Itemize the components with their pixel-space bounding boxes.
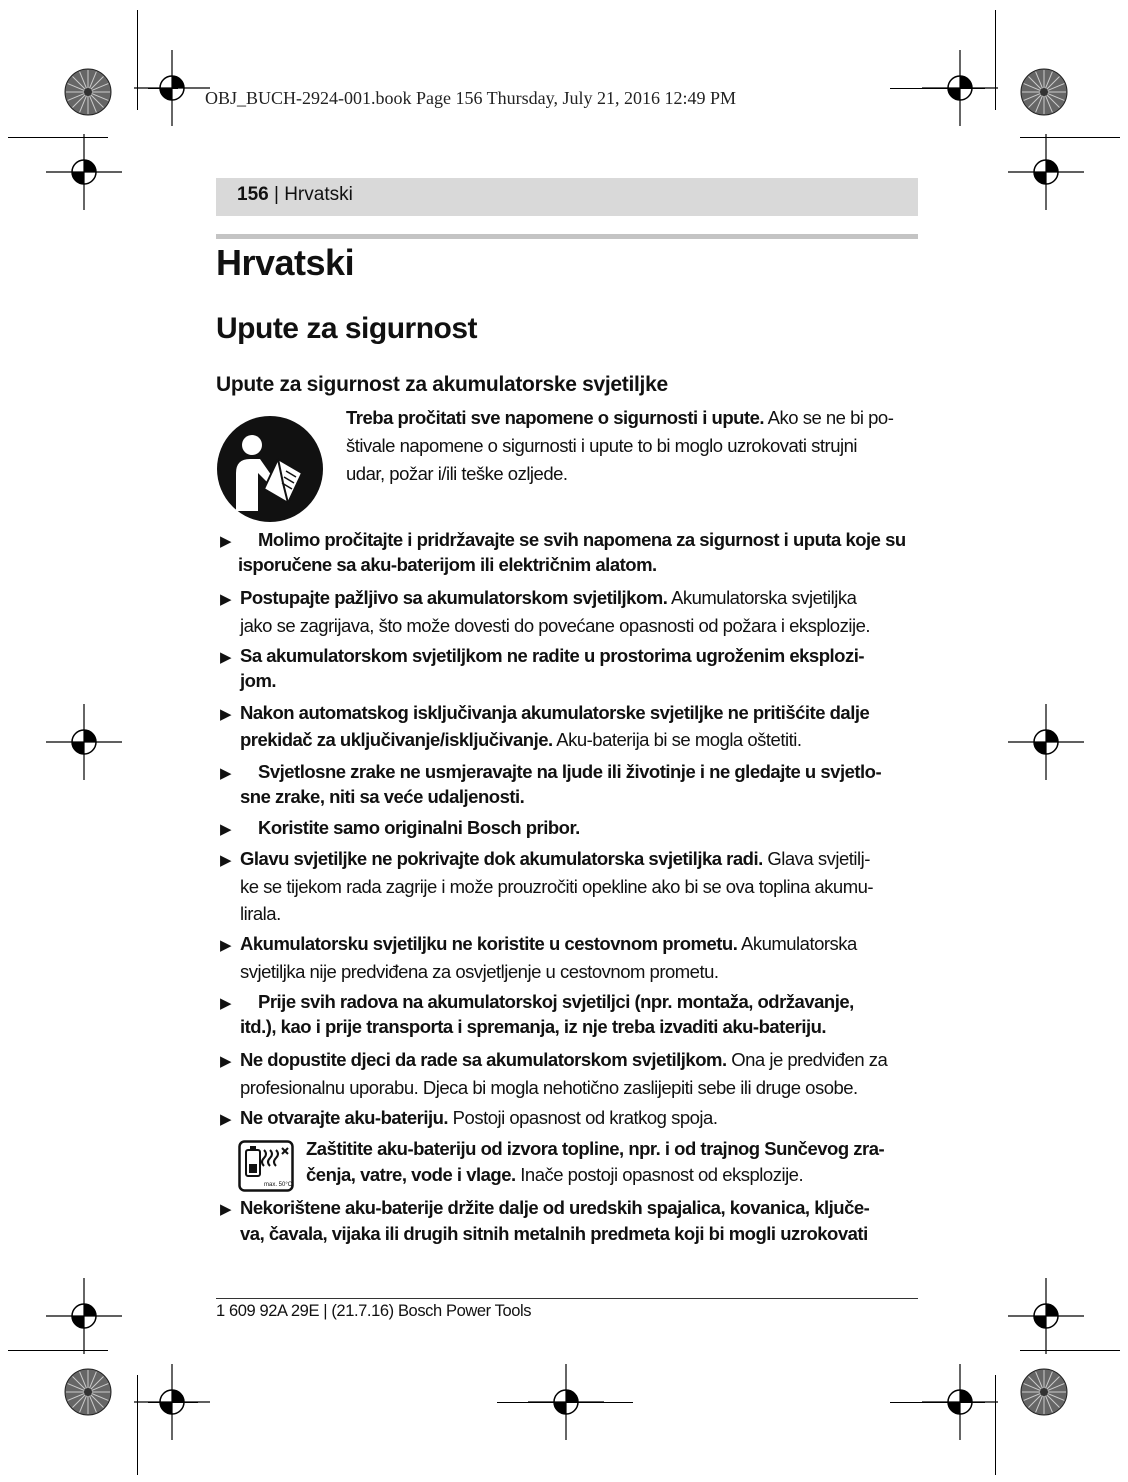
item-text: va, čavala, vijaka ili drugih sitnih metalnih predmeta koji bi mogli uzrokovati bbox=[240, 1223, 868, 1244]
item-11-line-1 bbox=[240, 1104, 717, 1132]
header-separator: | bbox=[268, 184, 285, 205]
crosshair-mark bbox=[46, 704, 122, 780]
item-9-line-1 bbox=[258, 988, 854, 1016]
item-text: Svjetlosne zrake ne usmjeravajte na ljude ili životinje i ne gledajte u svjetlo- bbox=[258, 761, 882, 782]
item-text: Ona je predviđen za bbox=[726, 1049, 888, 1070]
crosshair-mark bbox=[1008, 1278, 1084, 1354]
bullet-icon: ▶ bbox=[220, 1111, 232, 1128]
item-3-line-2 bbox=[240, 667, 276, 695]
page-number: 156 bbox=[237, 184, 269, 205]
read-manual-icon bbox=[216, 415, 324, 523]
crosshair-mark bbox=[922, 50, 998, 126]
bullet-icon: ▶ bbox=[220, 995, 232, 1012]
item-text: Inače postoji opasnost od eksplozije. bbox=[515, 1164, 804, 1185]
header-rule bbox=[216, 234, 918, 239]
item-10-line-1 bbox=[240, 1046, 887, 1074]
item-5-line-2 bbox=[240, 783, 524, 811]
subsection-title: Upute za sigurnost za akumulatorske svjetiljke bbox=[216, 373, 668, 396]
item-bold: Ne dopustite djeci da rade sa akumulatorskom svjetiljkom. bbox=[240, 1049, 727, 1070]
bullet-icon: ▶ bbox=[220, 765, 232, 782]
item-text: itd.), kao i prije transporta i spremanja, iz nje treba izvaditi aku-bateriju. bbox=[240, 1016, 827, 1037]
intro-line-3: udar, požar i/ili teške ozljede. bbox=[346, 463, 568, 484]
star-target-icon bbox=[65, 1369, 111, 1415]
item-7-line-3: lirala. bbox=[240, 903, 281, 924]
item-text: isporučene sa aku-baterijom ili električnim alatom. bbox=[238, 554, 657, 575]
bullet-icon: ▶ bbox=[220, 649, 232, 666]
item-bold: Ne otvarajte aku-bateriju. bbox=[240, 1107, 449, 1128]
item-text: Akumulatorska svjetiljka bbox=[667, 587, 857, 608]
item-text: Aku-baterija bi se mogla oštetiti. bbox=[552, 729, 802, 750]
intro-line-1 bbox=[346, 404, 893, 432]
item-8-line-1 bbox=[240, 930, 857, 958]
crosshair-mark bbox=[1008, 134, 1084, 210]
star-target-icon bbox=[1021, 69, 1067, 115]
item-text: jom. bbox=[240, 670, 277, 691]
footer-rule bbox=[216, 1298, 918, 1299]
item-text: Postoji opasnost od kratkog spoja. bbox=[448, 1107, 718, 1128]
page-footer: 1 609 92A 29E | (21.7.16) Bosch Power Tools bbox=[216, 1302, 532, 1320]
item-text: Molimo pročitajte i pridržavajte se svih napomena za sigurnost i uputa koje su bbox=[258, 529, 906, 550]
heat-line-1 bbox=[306, 1135, 884, 1163]
item-4-line-2 bbox=[240, 726, 801, 754]
item-7-line-2: ke se tijekom rada zagrije i može prouzročiti opekline ako bi se ova toplina akumu- bbox=[240, 876, 874, 897]
item-text: Glava svjetilj- bbox=[762, 848, 870, 869]
crosshair-mark bbox=[528, 1364, 604, 1440]
item-text: Zaštitite aku-bateriju od izvora topline, npr. i od trajnog Sunčevog zra- bbox=[306, 1138, 885, 1159]
crosshair-mark bbox=[134, 1364, 210, 1440]
item-2-line-2: jako se zagrijava, što može dovesti do povećane opasnosti od požara i eksplozije. bbox=[240, 615, 870, 636]
item-7-line-1 bbox=[240, 845, 870, 873]
bullet-icon: ▶ bbox=[220, 591, 232, 608]
crosshair-mark bbox=[134, 50, 210, 126]
intro-line-2: štivale napomene o sigurnosti i upute to bi moglo uzrokovati strujni bbox=[346, 435, 858, 456]
star-target-icon bbox=[65, 69, 111, 115]
item-bold: prekidač za uključivanje/isključivanje. bbox=[240, 729, 553, 750]
print-slug: OBJ_BUCH-2924-001.book Page 156 Thursday, July 21, 2016 12:49 PM bbox=[205, 88, 737, 108]
bullet-icon: ▶ bbox=[220, 533, 232, 550]
item-4-line-1 bbox=[240, 699, 869, 727]
page-title: Hrvatski bbox=[216, 242, 355, 283]
intro-rest: Ako se ne bi po- bbox=[764, 407, 894, 428]
star-target-icon bbox=[1021, 1369, 1067, 1415]
crosshair-mark bbox=[1008, 704, 1084, 780]
bullet-icon: ▶ bbox=[220, 1053, 232, 1070]
header-section: Hrvatski bbox=[284, 184, 353, 205]
bullet-icon: ▶ bbox=[220, 706, 232, 723]
item-2-line-1 bbox=[240, 584, 856, 612]
item-bold: Glavu svjetiljke ne pokrivajte dok akumulatorska svjetiljka radi. bbox=[240, 848, 763, 869]
crosshair-mark bbox=[46, 134, 122, 210]
item-1-line-2 bbox=[238, 551, 657, 579]
heat-label: max. 50°C bbox=[264, 1182, 293, 1188]
page-header bbox=[237, 184, 353, 206]
item-bold: Postupajte pažljivo sa akumulatorskom svjetiljkom. bbox=[240, 587, 668, 608]
item-10-line-2: profesionalnu uporabu. Djeca bi mogla nehotično zaslijepiti sebe ili druge osobe. bbox=[240, 1077, 858, 1098]
crosshair-mark bbox=[46, 1278, 122, 1354]
item-5-line-1 bbox=[258, 758, 881, 786]
item-12-line-1 bbox=[240, 1194, 869, 1222]
bullet-icon: ▶ bbox=[220, 1201, 232, 1218]
item-6-line-1 bbox=[258, 814, 580, 842]
item-8-line-2: svjetiljka nije predviđena za osvjetljenje u cestovnom prometu. bbox=[240, 961, 719, 982]
heat-warning-icon bbox=[238, 1140, 294, 1192]
item-text: Nekorištene aku-baterije držite dalje od uredskih spajalica, kovanica, ključe- bbox=[240, 1197, 870, 1218]
item-1-line-1 bbox=[258, 526, 906, 554]
item-text: Koristite samo originalni Bosch pribor. bbox=[258, 817, 580, 838]
item-12-line-2 bbox=[240, 1220, 868, 1248]
item-text: sne zrake, niti sa veće udaljenosti. bbox=[240, 786, 525, 807]
section-title: Upute za sigurnost bbox=[216, 312, 478, 345]
bullet-icon: ▶ bbox=[220, 937, 232, 954]
item-bold: čenja, vatre, vode i vlage. bbox=[306, 1164, 516, 1185]
intro-bold: Treba pročitati sve napomene o sigurnosti i upute. bbox=[346, 407, 765, 428]
item-bold: Akumulatorsku svjetiljku ne koristite u cestovnom prometu. bbox=[240, 933, 738, 954]
item-3-line-1 bbox=[240, 642, 864, 670]
heat-line-2 bbox=[306, 1161, 803, 1189]
bullet-icon: ▶ bbox=[220, 852, 232, 869]
item-text: Prije svih radova na akumulatorskoj svjetiljci (npr. montaža, održavanje, bbox=[258, 991, 854, 1012]
bullet-icon: ▶ bbox=[220, 821, 232, 838]
item-text: Nakon automatskog isključivanja akumulatorske svjetiljke ne pritišćite dalje bbox=[240, 702, 870, 723]
crosshair-mark bbox=[922, 1364, 998, 1440]
item-9-line-2 bbox=[240, 1013, 826, 1041]
item-text: Sa akumulatorskom svjetiljkom ne radite u prostorima ugroženim eksplozi- bbox=[240, 645, 865, 666]
item-text: Akumulatorska bbox=[737, 933, 857, 954]
